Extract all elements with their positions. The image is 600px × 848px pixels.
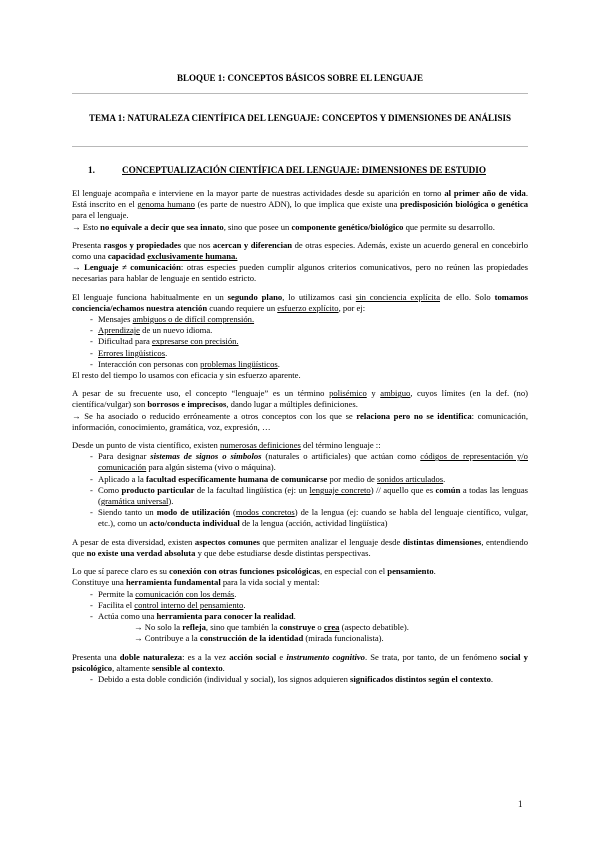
list-item: - Permite la comunicación con los demás. <box>72 589 528 600</box>
paragraph-background: El lenguaje funciona habitualmente en un segundo plano, lo utilizamos casi sin conciencia explícita de ello. Solo tomamos conciencia/echamos nuestra atención cuando requiere un esfuerzo explícito, por ej: <box>72 291 528 313</box>
page-title: BLOQUE 1: CONCEPTOS BÁSICOS SOBRE EL LENGUAJE <box>177 73 423 83</box>
sub-item: → Contribuye a la construcción de la identidad (mirada funcionalista). <box>134 633 384 644</box>
paragraph-psychological: Lo que sí parece claro es su conexión con otras funciones psicológicas, en especial con el pensamiento. Constituye una herramienta fundamental para la vida social y mental: <box>72 566 436 588</box>
title-divider <box>72 93 528 94</box>
section-title: CONCEPTUALIZACIÓN CIENTÍFICA DEL LENGUAJE: DIMENSIONES DE ESTUDIO <box>122 165 486 175</box>
paragraph-dimensions: A pesar de esta diversidad, existen aspectos comunes que permiten analizar el lenguaje desde distintas dimensiones, entendiendo que no existe una verdad absoluta y que debe estudiarse desde distintas perspectivas. <box>72 536 529 558</box>
topic-divider <box>72 146 528 147</box>
document-body <box>72 188 528 685</box>
list-item: - Mensajes ambiguos o de difícil comprensión. <box>72 314 528 325</box>
list-item: - Actúa como una herramienta para conocer la realidad. → No solo la refleja, sino que también la construye o crea (aspecto debatible). → Contribuye a la construcción de la identidad (mirada funcionalista). <box>72 611 528 645</box>
effort-examples-list <box>72 314 528 370</box>
list-item: - Como producto particular de la facultad lingüística (ej: un lenguaje concreto) // aquello que es común a todas las lenguas (gramática universal). <box>72 485 528 507</box>
list-item: - Siendo tanto un modo de utilización (modos concretos) de la lengua (ej: cuando se habla del lenguaje científico, vulgar, etc.), como un acto/conducta individual de la lengua (acción, actividad lingüística) <box>72 507 528 529</box>
list-item: - Aplicado a la facultad específicamente humana de comunicarse por medio de sonidos articulados. <box>72 474 528 485</box>
paragraph-polysemic: A pesar de su frecuente uso, el concepto “lenguaje” es un término polisémico y ambiguo, cuyos límites (en la def. (no) científica/vulgar) son borrosos e imprecisos, dando lugar a múltiples definiciones. → Se ha asociado o reducido erróneamente a otros conceptos con los que se relaciona pero no se identifica: comunicación, información, conocimiento, gramática, voz, expresión, … <box>72 388 529 432</box>
section-heading <box>72 165 528 176</box>
section-number: 1. <box>88 165 95 175</box>
context-list <box>72 674 528 685</box>
list-item: - Debido a esta doble condición (individual y social), los signos adquieren significados distintos según el contexto. <box>72 674 528 685</box>
paragraph-genome: El lenguaje acompaña e interviene en la mayor parte de nuestras actividades desde su aparición en torno al primer año de vida. Está inscrito en el genoma humano (es parte de nuestro ADN), lo que implica que existe una predisposición biológica o genética para el lenguaje. → Esto no equivale a decir que sea innato, sino que posee un componente genético/biológico que permite su desarrollo. <box>72 188 529 232</box>
definitions-list <box>72 451 528 529</box>
list-item: - Errores lingüísticos. <box>72 348 528 359</box>
tool-functions-list <box>72 589 528 645</box>
topic-title: TEMA 1: NATURALEZA CIENTÍFICA DEL LENGUAJE: CONCEPTOS Y DIMENSIONES DE ANÁLISIS <box>88 113 512 123</box>
list-item: - Aprendizaje de un nuevo idioma. <box>72 325 528 336</box>
list-item: - Facilita el control interno del pensamiento. <box>72 600 528 611</box>
paragraph-traits: Presenta rasgos y propiedades que nos acercan y diferencian de otras especies. Además, existe un acuerdo general en concebirlo como una capacidad exclusivamente humana. → Lenguaje ≠ comunicación: otras especies pueden cumplir algunos criterios comunicativos, pero no reúnen las propiedades necesarias para hablar de lenguaje en sentido estricto. <box>72 239 529 284</box>
paragraph-dual-nature: Presenta una doble naturaleza: es a la vez acción social e instrumento cognitivo. Se trata, por tanto, de un fenómeno social y psicológico, altamente sensible al contexto. <box>72 651 528 673</box>
list-item: - Para designar sistemas de signos o símbolos (naturales o artificiales) que actúan como códigos de representación y/o comunicación para algún sistema (vivo o máquina). <box>72 451 528 473</box>
list-item: - Interacción con personas con problemas lingüísticos. <box>72 359 528 370</box>
list-item: - Dificultad para expresarse con precisión. <box>72 336 528 347</box>
paragraph-definitions: Desde un punto de vista científico, existen numerosas definiciones del término lenguaje :: <box>72 440 381 451</box>
page-number: 1 <box>518 799 523 809</box>
sub-item: → No solo la refleja, sino que también la construye o crea (aspecto debatible). <box>134 622 409 633</box>
paragraph-effortless: El resto del tiempo lo usamos con eficacia y sin esfuerzo aparente. <box>72 370 301 381</box>
